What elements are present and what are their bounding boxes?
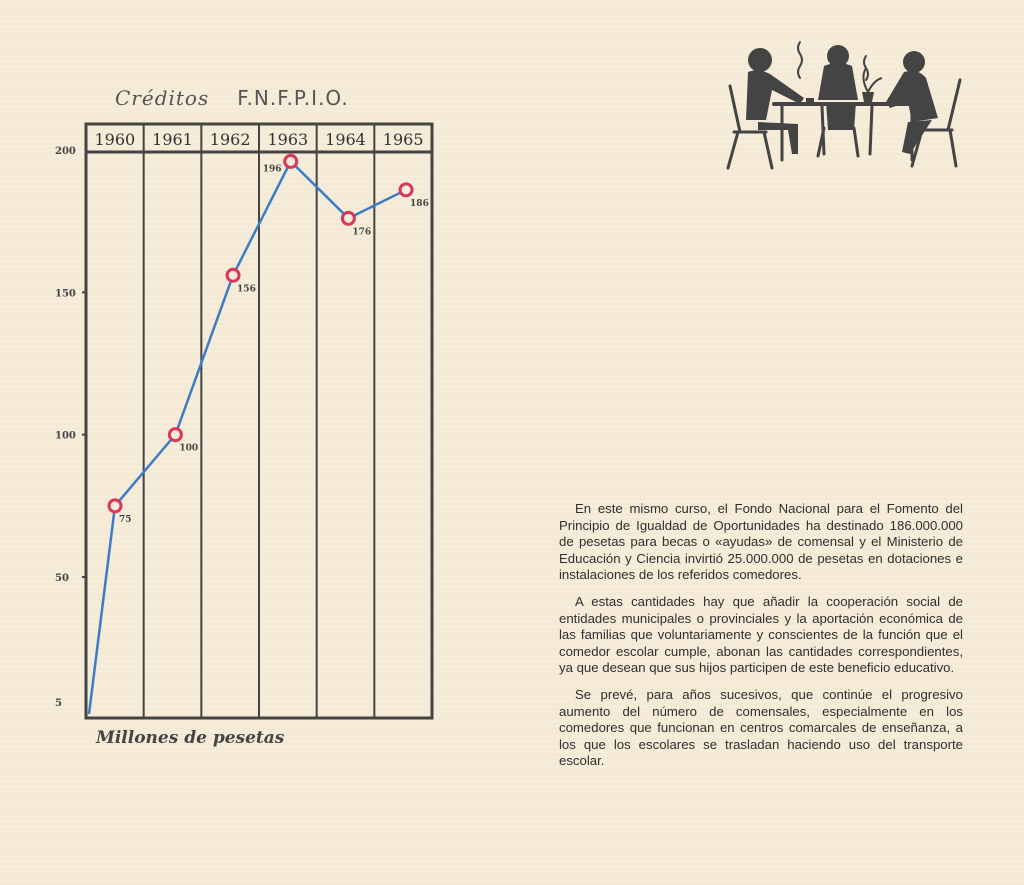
y-tick-label: 50 [55, 573, 69, 584]
dining-table-illustration-icon [712, 36, 962, 176]
paragraph-1: En este mismo curso, el Fondo Nacional para el Fomento del Principio de Igualdad de Oportunidades ha destinado 186.000.000 de pesetas para becas o «ayudas» de comensal y el Ministerio de Educación y Ciencia invirtió 25.000.000 de pesetas en dotaciones e instalaciones de los referidos comedores. [559, 501, 963, 583]
data-label: 156 [237, 284, 256, 295]
body-text [559, 501, 963, 780]
y-tick-label: 200 [55, 146, 76, 157]
data-point-marker [169, 429, 181, 441]
y-tick-label: 100 [55, 430, 76, 442]
data-point-marker [227, 269, 239, 281]
x-tick-label: 1962 [209, 130, 251, 149]
data-point-marker [285, 155, 297, 167]
data-label: 100 [179, 443, 199, 454]
data-point-marker [400, 184, 412, 196]
data-label: 176 [352, 227, 372, 238]
y-tick-label: 5 [55, 698, 62, 709]
x-tick-label: 1964 [325, 130, 366, 149]
data-label: 196 [262, 164, 282, 175]
data-point-marker [342, 212, 354, 224]
x-tick-label: 1963 [267, 130, 309, 149]
x-tick-label: 1961 [152, 130, 193, 149]
chart-title-part2: F.N.F.P.I.O. [237, 86, 349, 110]
line-chart [0, 0, 480, 760]
data-label: 75 [119, 514, 132, 525]
y-unit-label: Millones de pesetas [96, 728, 285, 748]
x-tick-label: 1965 [382, 130, 424, 149]
x-tick-label: 1960 [94, 130, 136, 149]
y-tick-label: 150 [55, 288, 76, 300]
data-label: 186 [410, 198, 429, 209]
paragraph-2: A estas cantidades hay que añadir la cooperación social de entidades municipales o provinciales y la aportación económica de las familias que voluntariamente y conscientes de la función que el comedor escolar cumple, abonan las cantidades correspondientes, ya que desean que sus hijos participen de este beneficio educativo. [559, 593, 963, 676]
data-point-marker [109, 500, 121, 512]
chart-title-part1: Créditos [115, 86, 210, 110]
paragraph-3: Se prevé, para años sucesivos, que continúe el progresivo aumento del número de comensales, especialmente en los comedores que funcionan en centros comarcales de enseñanza, a los que los escolares se trasladan haciendo uso del transporte escolar. [559, 686, 963, 769]
series-line [89, 161, 406, 714]
